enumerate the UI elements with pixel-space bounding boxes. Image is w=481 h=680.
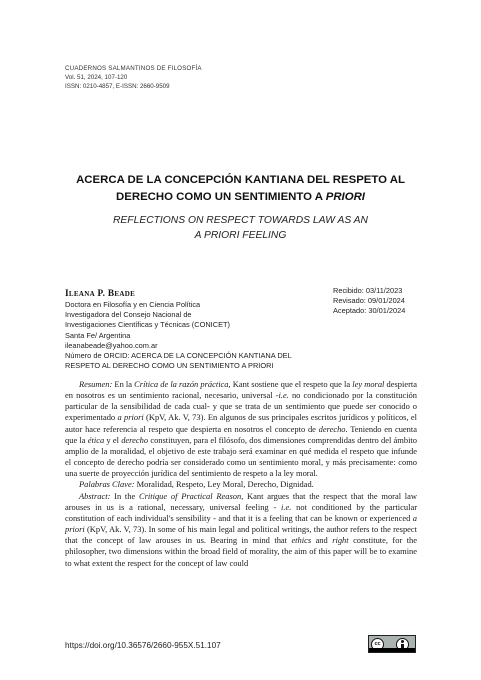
resumen-text: (KpV, Ak. V, 73). En algunos de sus principales escritos jurídicos y políticos, el autor hace referencia al respeto que despierta en nosotros el concepto de (65, 412, 417, 434)
keywords-paragraph (65, 479, 417, 490)
resumen-text: despierta en nosotros es un sentimiento racional, necesario, universal - (65, 379, 417, 401)
title-line-1: ACERCA DE LA CONCEPCIÓN KANTIANA DEL RESPETO AL (76, 174, 405, 186)
author-affiliation-2: Investigadora del Consejo Nacional de (65, 310, 192, 320)
date-accepted: Aceptado: 30/01/2024 (333, 306, 406, 316)
resumen-emphasis: ética (87, 434, 105, 445)
author-name: Ileana P. Beade (65, 289, 136, 299)
english-title-line-2: A PRIORI FEELING (194, 230, 287, 241)
doi-link[interactable]: https://doi.org/10.36576/2660-955X.51.107 (65, 641, 221, 650)
abstract-emphasis: right (332, 535, 349, 546)
resumen-emphasis: a priori (117, 412, 144, 423)
author-affiliation-3: Investigaciones Científicas y Técnicas (CONICET) (65, 320, 230, 330)
article-english-title (60, 213, 421, 243)
abstract-text: , Kant argues that the respect that the moral law arouses in us is a rational, necessary, universal feeling - (65, 490, 417, 512)
date-revised: Revisado: 09/01/2024 (333, 296, 405, 306)
title-line-2 (60, 189, 421, 206)
author-block (65, 288, 325, 371)
resumen-emphasis: ley moral (352, 379, 385, 389)
resumen-emphasis: Crítica de la razón práctica (134, 379, 229, 389)
resumen-text: , Kant sostiene que el respeto que la (228, 379, 353, 389)
article-dates (333, 286, 405, 317)
resumen-text: En la (112, 379, 135, 389)
title-line-2-emphasis: PRIORI (325, 191, 365, 203)
keywords-label: Palabras Clave: (79, 479, 135, 490)
resumen-label: Resumen: (79, 379, 113, 389)
resumen-text: . Teniendo en cuenta que la (65, 423, 417, 445)
resumen-text: y el (104, 434, 122, 445)
author-orcid-line-1: Número de ORCID: ACERCA DE LA CONCEPCIÓN KANTIANA DEL (65, 351, 292, 361)
author-location: Santa Fe/ Argentina (65, 330, 131, 340)
abstract-text: not conditioned by the particular constitution of each individual's sensibility - and that it is a feeling that can be known or experienced (65, 501, 417, 523)
journal-issn: ISSN: 0210-4857, E-ISSN: 2660-9509 (65, 82, 170, 90)
abstract-text: constitute, for the philosopher, two dimensions within the broad field of morality, the aim of this paper will be to examine to what extent the respect for the concept of law could (65, 535, 418, 568)
resumen-text: no condicionado por la constitución particular de la sensibilidad de cada cual- y que se trata de un sentimiento que puede ser conocido o experimentado (65, 390, 417, 423)
license-bar (369, 648, 415, 652)
journal-header (65, 65, 202, 91)
resumen-emphasis: derecho (318, 423, 346, 434)
resumen-emphasis: i.e. (278, 390, 289, 401)
abstract-text: and (311, 535, 333, 546)
creative-commons-icon: cc (371, 638, 384, 651)
title-line-2-text: DERECHO COMO UN SENTIMIENTO A (116, 191, 326, 203)
abstract-emphasis: i.e. (281, 501, 292, 512)
author-orcid-line-2: RESPETO AL DERECHO COMO UN SENTIMIENTO A PRIORI (65, 361, 274, 371)
keywords-text: Moralidad, Respeto, Ley Moral, Derecho, Dignidad. (134, 479, 314, 490)
abstract-emphasis: Critique of Practical Reason (139, 490, 242, 501)
abstract-section (65, 379, 417, 569)
english-abstract-label: Abstract: (79, 490, 111, 501)
english-title-line-1: REFLECTIONS ON RESPECT TOWARDS LAW AS AN (113, 215, 368, 226)
abstract-emphasis: ethics (291, 535, 312, 546)
english-abstract-paragraph (65, 491, 417, 569)
resumen-emphasis: derecho (121, 434, 149, 445)
abstract-emphasis: a priori (65, 512, 417, 535)
date-received: Recibido: 03/11/2023 (333, 286, 403, 295)
resumen-text: constituyen, para el filósofo, dos dimensiones comprendidas dentro del ámbito amplio de la moralidad, el objetivo de este trabajo será examinar en qué medida el respeto que infunde el concepto de derecho podría ser considerado como un sentimiento moral, y más precisamente: como una suerte de proyección jurídica del sentimiento de respeto a la ley moral. (65, 434, 417, 479)
cc-license-badge[interactable] (368, 635, 416, 653)
journal-name: CUADERNOS SALMANTINOS DE FILOSOFÍA (65, 65, 202, 72)
journal-volume: Vol. 51, 2024, 107-120 (65, 73, 128, 81)
resumen-paragraph (65, 379, 417, 479)
author-email[interactable]: ileanabeade@yahoo.com.ar (65, 340, 158, 350)
article-title (60, 172, 421, 206)
abstract-text: In the (110, 490, 139, 501)
author-affiliation-1: Doctora en Filosofía y en Ciencia Política (65, 300, 201, 309)
abstract-text: (KpV, Ak. V, 73). In some of his main legal and political writings, the author refers to the respect that the concept of law arouses in us. Bearing in mind that (65, 524, 417, 546)
